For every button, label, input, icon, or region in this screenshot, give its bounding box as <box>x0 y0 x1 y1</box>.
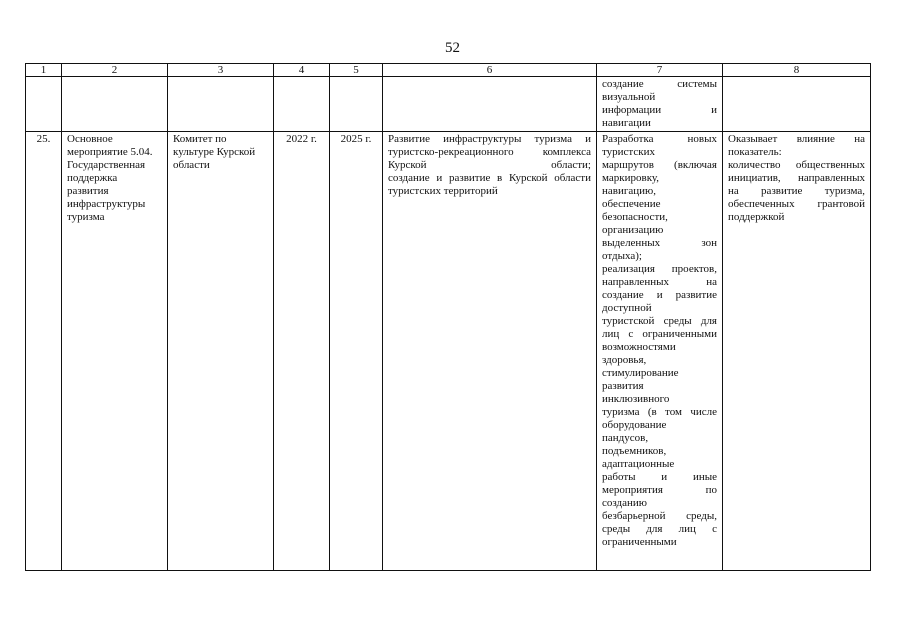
cell-line: организацию <box>602 224 664 236</box>
program-table <box>25 63 871 571</box>
cell-line: навигации <box>602 117 651 129</box>
activity-cell <box>62 132 168 571</box>
table-cell <box>26 77 62 132</box>
start-year-cell: 2022 г. <box>274 132 330 571</box>
cell-line: безопасности, <box>602 211 668 223</box>
cell-line: доступной <box>602 302 652 314</box>
directions-cell <box>597 132 723 571</box>
cell-line: Разработка новых <box>602 133 717 145</box>
cell-line: поддержка <box>67 172 118 184</box>
cell-line: стимулирование <box>602 367 679 379</box>
cell-line: инфраструктуры <box>67 198 146 210</box>
cell-line: Государственная <box>67 159 146 171</box>
cell-line: созданию <box>602 497 647 509</box>
cell-line: инициатив, направленных <box>728 172 865 184</box>
cell-line: Основное <box>67 133 113 145</box>
cell-line: адаптационные <box>602 458 675 470</box>
cell-line: области <box>173 159 210 171</box>
col-header: 7 <box>597 64 723 77</box>
cell-line: инклюзивного <box>602 393 670 405</box>
cell-line: обеспеченных грантовой <box>728 198 865 210</box>
cell-line: возможностями <box>602 341 676 353</box>
cell-line: пандусов, <box>602 432 649 444</box>
cell-line: Развитие инфраструктуры туризма и <box>388 133 591 145</box>
table-cell <box>330 77 383 132</box>
continuation-directions-cell <box>597 77 723 132</box>
cell-line: развития <box>602 380 644 392</box>
row-number: 25. <box>26 132 62 571</box>
cell-line: маршрутов (включая <box>602 159 717 171</box>
cell-line: показатель: <box>728 146 782 158</box>
cell-line: подъемников, <box>602 445 667 457</box>
table-row <box>26 132 871 571</box>
col-header: 3 <box>168 64 274 77</box>
cell-line: мероприятие 5.04. <box>67 146 153 158</box>
table-cell <box>723 77 871 132</box>
cell-line: культуре Курской <box>173 146 256 158</box>
table-cell <box>168 77 274 132</box>
cell-line: туризма <box>67 211 105 223</box>
cell-line: направленных на <box>602 276 717 288</box>
result-cell <box>383 132 597 571</box>
table-cell <box>274 77 330 132</box>
cell-line: поддержкой <box>728 211 785 223</box>
col-header: 4 <box>274 64 330 77</box>
cell-line: туристских территорий <box>388 185 498 197</box>
cell-line: Оказывает влияние на <box>728 133 865 145</box>
cell-line: выделенных зон <box>602 237 717 249</box>
col-header: 5 <box>330 64 383 77</box>
cell-line: развития <box>67 185 109 197</box>
cell-line: Комитет по <box>173 133 227 145</box>
col-header: 1 <box>26 64 62 77</box>
table-cell <box>62 77 168 132</box>
table-cell <box>383 77 597 132</box>
cell-line: создание и развитие <box>602 289 717 301</box>
cell-line: создание системы <box>602 78 717 90</box>
cell-line: маркировку, <box>602 172 660 184</box>
cell-line: лиц с ограниченными <box>602 328 717 340</box>
cell-line: ограниченными <box>602 536 677 548</box>
cell-line: информации и <box>602 104 717 116</box>
cell-line: туризма (в том числе <box>602 406 717 418</box>
indicators-cell <box>723 132 871 571</box>
cell-line: Курской области; <box>388 159 591 171</box>
column-numbers-row <box>26 64 871 77</box>
cell-line: оборудование <box>602 419 667 431</box>
page-number: 52 <box>445 40 460 56</box>
cell-line: обеспечение <box>602 198 661 210</box>
cell-line: визуальной <box>602 91 656 103</box>
cell-line: на развитие туризма, <box>728 185 865 197</box>
col-header: 6 <box>383 64 597 77</box>
cell-line: туристских <box>602 146 655 158</box>
cell-line: мероприятия по <box>602 484 717 496</box>
cell-line: реализация проектов, <box>602 263 717 275</box>
executor-cell <box>168 132 274 571</box>
col-header: 2 <box>62 64 168 77</box>
cell-line: безбарьерной среды, <box>602 510 717 522</box>
end-year-cell: 2025 г. <box>330 132 383 571</box>
cell-line: туристско-рекреационного комплекса <box>388 146 591 158</box>
col-header: 8 <box>723 64 871 77</box>
cell-line: среды для лиц с <box>602 523 717 535</box>
cell-line: количество общественных <box>728 159 865 171</box>
continuation-row <box>26 77 871 132</box>
cell-line: навигацию, <box>602 185 656 197</box>
cell-line: туристской среды для <box>602 315 717 327</box>
cell-line: работы и иные <box>602 471 717 483</box>
cell-line: создание и развитие в Курской области <box>388 172 591 184</box>
cell-line: отдыха); <box>602 250 642 262</box>
cell-line: здоровья, <box>602 354 647 366</box>
